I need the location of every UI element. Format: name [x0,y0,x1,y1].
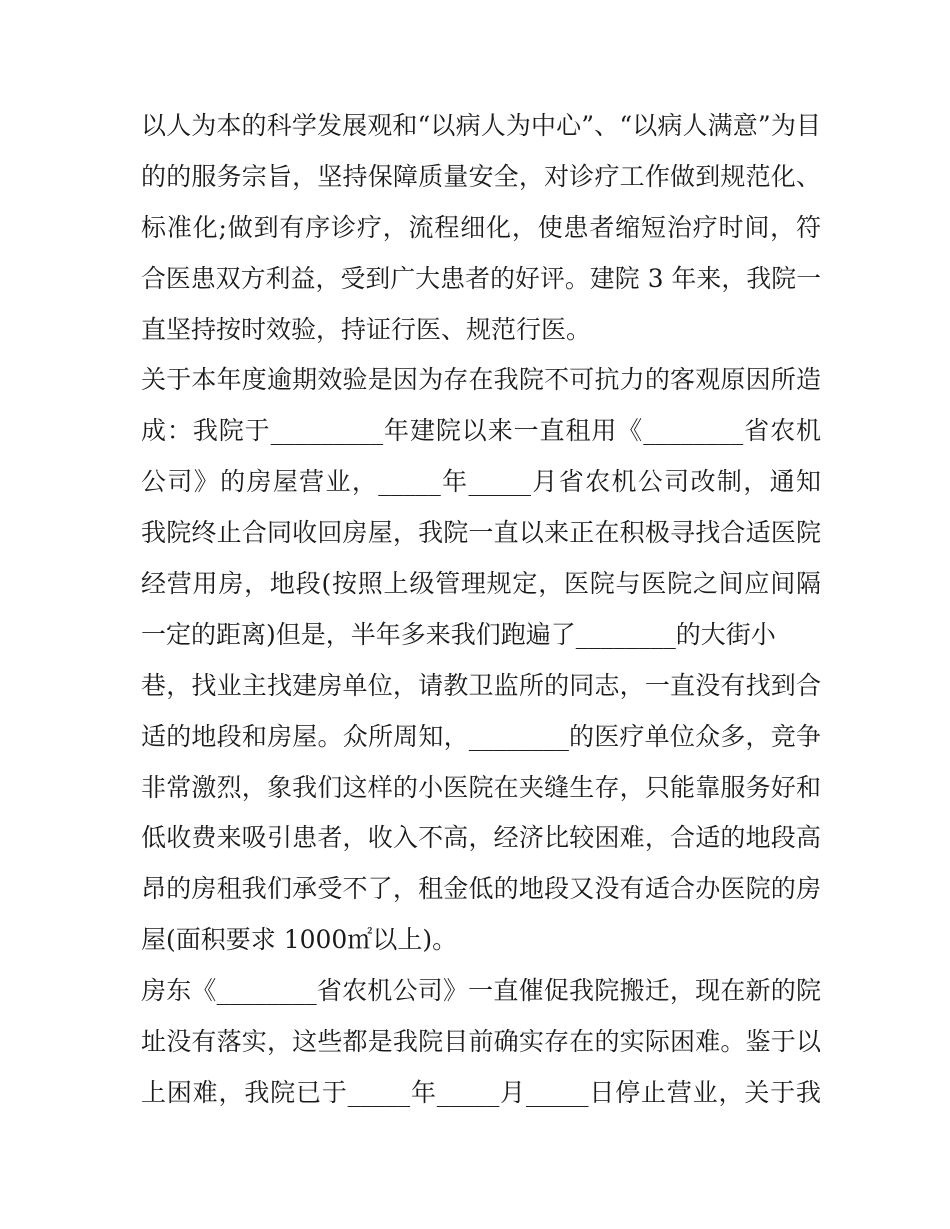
text-line: 适的地段和房屋。众所周知，________的医疗单位众多，竞争 [141,721,821,751]
text-line: 以人为本的科学发展观和“以病人为中心”、“以病人满意”为目 [141,111,821,140]
text-line: 一定的距离)但是，半年多来我们跑遍了________的大街小 [141,619,776,649]
text-line: 非常激烈，象我们这样的小医院在夹缝生存，只能靠服务好和 [141,772,821,802]
text-line: 我院终止合同收回房屋，我院一直以来正在积极寻找合适医院 [141,518,821,548]
document-body [141,101,821,1119]
text-line: 标准化;做到有序诊疗，流程细化，使患者缩短治疗时间，符 [141,212,821,242]
text-line: 经营用房，地段(按照上级管理规定，医院与医院之间应间隔 [141,569,821,599]
text-line: 巷，找业主找建房单位，请教卫监所的同志，一直没有找到合 [141,670,821,700]
text-line: 合医患双方利益，受到广大患者的好评。建院 3 年来，我院一 [141,263,821,293]
text-line: 上困难，我院已于_____年_____月_____日停止营业，关于我 [141,1077,821,1107]
text-line: 址没有落实，这些都是我院目前确实存在的实际困难。鉴于以 [141,1027,821,1057]
text-line: 的的服务宗旨，坚持保障质量安全，对诊疗工作做到规范化、 [141,161,821,191]
text-line: 低收费来吸引患者，收入不高，经济比较困难，合适的地段高 [141,823,821,853]
text-line: 关于本年度逾期效验是因为存在我院不可抗力的客观原因所造 [141,365,821,395]
text-line: 房东《________省农机公司》一直催促我院搬迁，现在新的院 [141,976,821,1006]
text-line: 屋(面积要求 1000㎡以上)。 [141,925,458,955]
text-line: 昂的房租我们承受不了，租金低的地段又没有适合办医院的房 [141,874,821,904]
text-line: 成：我院于_________年建院以来一直租用《________省农机 [141,416,821,446]
text-line: 公司》的房屋营业，_____年_____月省农机公司改制，通知 [141,467,821,497]
text-line: 直坚持按时效验，持证行医、规范行医。 [141,314,592,344]
